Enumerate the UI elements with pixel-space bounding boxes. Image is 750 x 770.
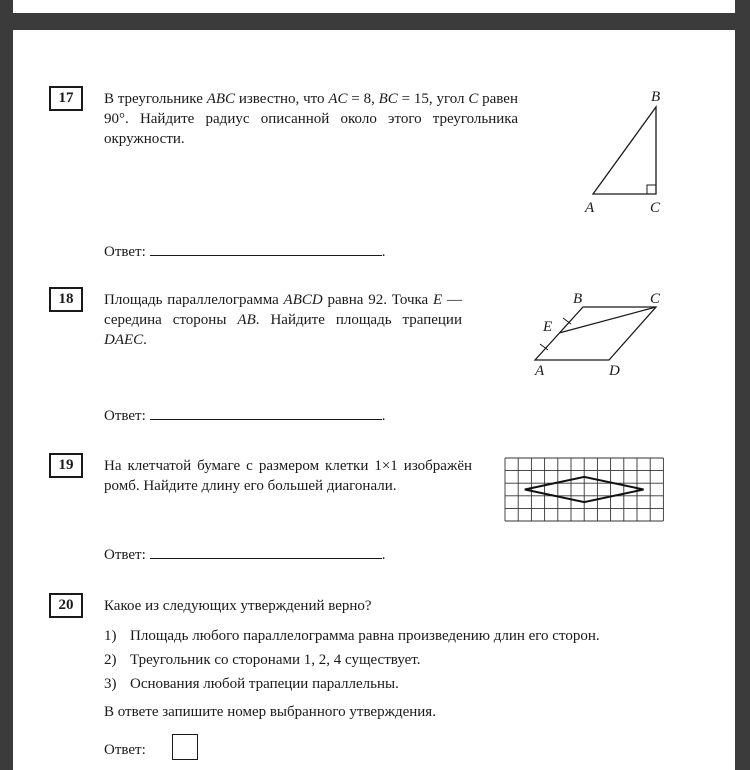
answer-line[interactable] (150, 405, 382, 420)
problem-20-instruction: В ответе запишите номер выбранного утверждения. (104, 704, 436, 720)
label-a: A (585, 200, 595, 216)
problem-18-number: 18 (49, 287, 83, 312)
option-3: 3) Основания любой трапеции параллельны. (104, 676, 399, 692)
parallelogram-abcd-figure (525, 288, 675, 388)
problem-18-answer[interactable]: Ответ: . (104, 405, 386, 426)
answer-line[interactable] (150, 544, 382, 559)
problem-19-answer[interactable]: Ответ: . (104, 544, 386, 565)
problem-20-number: 20 (49, 593, 83, 618)
label-a: A (535, 363, 545, 379)
previous-page-sheet (13, 0, 735, 13)
answer-box[interactable] (172, 734, 198, 760)
label-d: D (609, 363, 620, 379)
option-1: 1) Площадь любого параллелограмма равна произведению длин его сторон. (104, 628, 600, 644)
label-c: C (650, 291, 661, 307)
problem-17-number: 17 (49, 86, 83, 111)
label-b: B (573, 291, 583, 307)
problem-18-text: Площадь параллелограмма ABCD равна 92. Точка E — середина стороны AB. Найдите площадь трапеции DAEC. (104, 292, 463, 348)
label-b: B (651, 89, 661, 105)
problem-20-answer-label: Ответ: (104, 742, 146, 758)
problem-19-text: На клетчатой бумаге с размером клетки 1×1 изображён ромб. Найдите длину его большей диагонали. (104, 458, 472, 494)
problem-17-answer[interactable]: Ответ: . (104, 241, 386, 262)
label-c: C (650, 200, 661, 216)
problem-20-question: Какое из следующих утверждений верно? (104, 598, 372, 614)
problem-17-text: В треугольнике ABC известно, что AC = 8, BC = 15, угол C равен 90°. Найдите радиус описанной около этого треугольника окружности. (104, 91, 518, 147)
grid-rhombus-figure (505, 458, 665, 524)
label-e: E (543, 319, 553, 335)
answer-line[interactable] (150, 241, 382, 256)
problem-19-number: 19 (49, 453, 83, 478)
option-2: 2) Треугольник со сторонами 1, 2, 4 существует. (104, 652, 421, 668)
triangle-abc-figure (580, 86, 670, 216)
